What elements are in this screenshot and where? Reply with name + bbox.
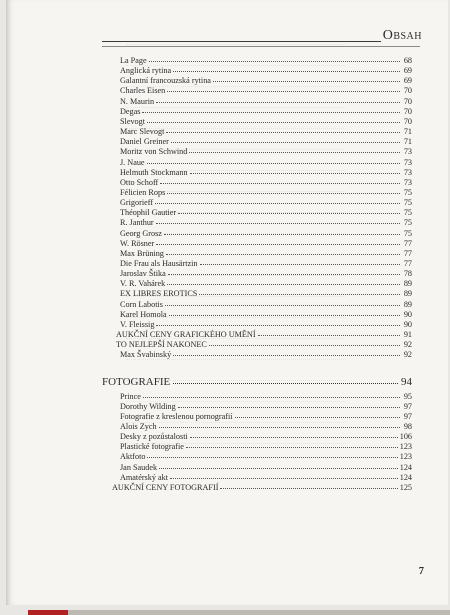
toc-entry-page: 75 <box>403 208 412 218</box>
dot-leader <box>190 431 398 438</box>
toc-entry-label: TO NEJLEPŠÍ NAKONEC <box>116 340 207 350</box>
toc-entry-page: 70 <box>403 106 412 116</box>
dot-leader <box>213 75 400 82</box>
book-edge-grey <box>68 610 450 615</box>
toc-entry-page: 95 <box>403 391 412 401</box>
toc-entry-page: 125 <box>399 482 412 492</box>
book-edge-red <box>28 610 68 615</box>
dot-leader <box>166 126 400 133</box>
toc-entry-page: 68 <box>403 56 412 65</box>
toc-entry-label: J. Naue <box>120 157 145 167</box>
toc-entry-page: 98 <box>403 421 412 431</box>
toc-entry-label: Galantní francouzská rytina <box>120 76 211 86</box>
book-page <box>6 0 448 605</box>
toc-entry-page: 71 <box>403 137 412 147</box>
toc-entry-page: 90 <box>403 319 412 329</box>
dot-leader <box>171 136 400 143</box>
dot-leader <box>166 248 400 255</box>
dot-leader <box>168 268 400 275</box>
dot-leader <box>209 339 400 346</box>
toc-entry-label: Karel Homola <box>120 309 167 319</box>
dot-leader <box>220 482 397 489</box>
dot-leader <box>235 411 400 418</box>
toc-entry-label: V. Fleissig <box>120 319 155 329</box>
dot-leader <box>156 238 400 245</box>
toc-entry-label: Marc Slevogt <box>120 127 165 137</box>
dot-leader <box>173 349 400 356</box>
toc-entry-page: 123 <box>399 452 412 462</box>
toc-entry-label: Helmuth Stockmann <box>120 167 188 177</box>
toc-entry-page: 77 <box>403 259 412 268</box>
toc-entry-label: Die Frau als Hausärtzin <box>120 259 198 268</box>
toc-entry-label: Dorothy Wilding <box>120 401 176 411</box>
toc-entry-page: 70 <box>403 96 412 106</box>
section-title: Obsah <box>382 28 422 43</box>
toc-entry-label: Aktfoto <box>120 452 146 462</box>
dot-leader <box>156 217 400 224</box>
dot-leader <box>178 401 400 408</box>
toc-entry-label: Degas <box>120 106 141 116</box>
toc-entry-page: 89 <box>403 279 412 289</box>
toc-entry-label: Grigorieff <box>120 198 154 208</box>
toc-entry-label: La Page <box>120 56 147 65</box>
toc-entry-label: Prince <box>120 391 141 401</box>
toc-entry-page: 71 <box>403 127 412 137</box>
toc-entry-label: Charles Eisen <box>120 86 166 96</box>
page-number: 7 <box>418 566 424 577</box>
toc-entry-label: Otto Schoff <box>120 177 159 187</box>
toc-entry-label: Corn Labotis <box>120 299 163 309</box>
dot-leader <box>173 375 398 384</box>
dot-leader <box>167 187 400 194</box>
toc-entry-label: Amatérský akt <box>120 472 168 482</box>
dot-leader <box>199 288 400 295</box>
toc-entry-page: 73 <box>403 177 412 187</box>
toc-entry-label: FOTOGRAFIE <box>102 375 171 388</box>
dot-leader <box>165 299 400 306</box>
dot-leader <box>164 228 400 235</box>
toc-entry-label: Daniel Greiner <box>120 137 169 147</box>
toc-entry-label: Jan Saudek <box>120 462 158 472</box>
toc-entry-label: W. Rösner <box>120 238 155 248</box>
toc-entry-label: Fotografie z kreslenou pornografií <box>120 411 233 421</box>
toc-entry-label: Alois Zych <box>120 421 157 431</box>
toc-entry-page: 75 <box>403 228 412 238</box>
toc-entry-label: N. Maurin <box>120 96 155 106</box>
toc-entry-page: 69 <box>403 76 412 86</box>
dot-leader <box>169 309 400 316</box>
toc-entry-page: 90 <box>403 309 412 319</box>
dot-leader <box>186 441 398 448</box>
dot-leader <box>155 197 400 204</box>
toc-entry-page: 77 <box>403 238 412 248</box>
toc-entry-label: R. Janthur <box>120 218 154 228</box>
toc-entry-label: EX LIBRES EROTICS <box>120 289 198 299</box>
toc-entry-page: 124 <box>399 462 412 472</box>
dot-leader <box>142 106 400 113</box>
dot-leader <box>159 462 398 469</box>
toc-entry-page: 75 <box>403 218 412 228</box>
toc-entry-page: 123 <box>399 442 412 452</box>
toc-entry[interactable] <box>120 350 412 360</box>
dot-leader <box>167 278 400 285</box>
toc-entry-page: 124 <box>399 472 412 482</box>
toc-entry-page: 77 <box>403 248 412 258</box>
dot-leader <box>143 391 400 398</box>
toc-entry-page: 89 <box>403 289 412 299</box>
toc-entry-page: 97 <box>403 401 412 411</box>
dot-leader <box>159 421 400 428</box>
toc-entry[interactable] <box>102 375 412 389</box>
toc-entry-label: Félicien Rops <box>120 187 166 197</box>
toc-entry[interactable] <box>112 483 412 493</box>
toc-entry-page: 106 <box>399 432 412 442</box>
toc-entry-label: Plastické fotografie <box>120 442 184 452</box>
toc-entry-page: 94 <box>401 375 412 388</box>
toc-entry-label: Max Švabinský <box>120 350 172 360</box>
toc-entry-page: 69 <box>403 66 412 76</box>
toc-entry-page: 78 <box>403 269 412 279</box>
toc-entry-label: Desky z pozůstalosti <box>120 432 188 442</box>
toc-entry-page: 73 <box>403 167 412 177</box>
toc-entry-page: 73 <box>403 157 412 167</box>
dot-leader <box>147 116 400 123</box>
toc-entry-label: Moritz von Schwind <box>120 147 188 157</box>
toc-entry-label: AUKČNÍ CENY GRAFICKÉHO UMĚNÍ <box>116 330 256 340</box>
toc-entry-page: 70 <box>403 86 412 96</box>
dot-leader <box>173 65 400 72</box>
toc-entry-label: Max Brüning <box>120 248 164 258</box>
dot-leader <box>149 55 400 62</box>
toc-entry-page: 92 <box>403 350 412 360</box>
dot-leader <box>190 167 400 174</box>
dot-leader <box>147 157 400 164</box>
toc-entry-page: 89 <box>403 299 412 309</box>
toc-entry-page: 75 <box>403 187 412 197</box>
toc-entry-label: Slevogt <box>120 116 146 126</box>
dot-leader <box>200 258 400 265</box>
dot-leader <box>167 85 400 92</box>
dot-leader <box>160 177 400 184</box>
dot-leader <box>178 207 400 214</box>
toc-entry-label: V. R. Vahárek <box>120 279 166 289</box>
toc-entry-label: Théophil Gautier <box>120 208 177 218</box>
toc-entry-page: 70 <box>403 116 412 126</box>
toc-entry-page: 75 <box>403 198 412 208</box>
dot-leader <box>156 96 400 103</box>
dot-leader <box>170 472 398 479</box>
header-rule <box>102 41 420 42</box>
toc-entry-label: Georg Grosz <box>120 228 162 238</box>
header-rule-secondary <box>102 46 420 47</box>
dot-leader <box>258 329 400 336</box>
toc-entry-page: 92 <box>403 340 412 350</box>
dot-leader <box>189 146 400 153</box>
toc-entry-label: Jaroslav Štika <box>120 269 166 279</box>
dot-leader <box>156 319 400 326</box>
toc-entry-page: 97 <box>403 411 412 421</box>
toc-entry-page: 91 <box>403 330 412 340</box>
dot-leader <box>147 451 397 458</box>
toc-entry-label: AUKČNÍ CENY FOTOGRAFIÍ <box>112 482 219 492</box>
toc-entry-label: Anglická rytina <box>120 66 172 76</box>
toc-entry-page: 73 <box>403 147 412 157</box>
